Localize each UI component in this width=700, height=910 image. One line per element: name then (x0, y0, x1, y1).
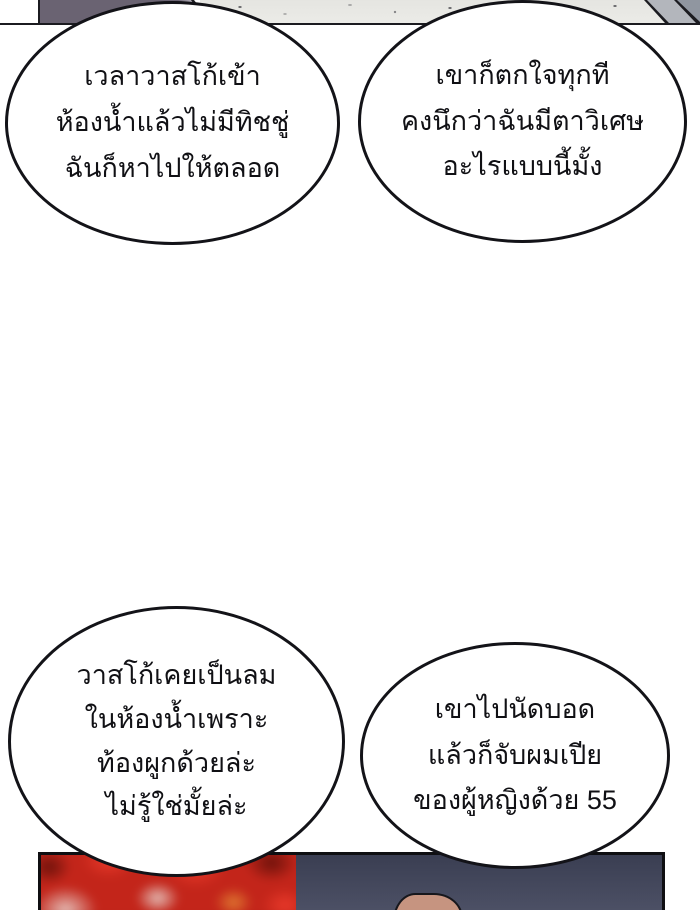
bubble-line: เขาไปนัดบอด (434, 694, 596, 725)
bubble-line: ท้องผูกด้วยล่ะ (97, 747, 256, 778)
speech-bubble-top-right (358, 0, 687, 243)
character-head-top (393, 893, 463, 910)
speech-bubble-bottom-left (8, 606, 345, 877)
bubble-line: ของผู้หญิงด้วย 55 (413, 785, 617, 816)
bubble-line: แล้วก็จับผมเปีย (427, 739, 603, 770)
bubble-text (401, 53, 644, 191)
bubble-line: อะไรแบบนี้มั้ง (442, 151, 603, 182)
speech-bubble-bottom-right (360, 642, 670, 869)
bubble-line: วาสโก้เคยเป็นลม (76, 660, 277, 691)
bubble-line: คงนึกว่าฉันมีตาวิเศษ (400, 105, 645, 136)
bubble-line: ในห้องน้ำเพราะ (84, 703, 269, 734)
bubble-text (77, 654, 277, 829)
bubble-line: เวลาวาสโก้เข้า (84, 61, 261, 92)
wall-corner (635, 0, 700, 23)
bubble-text (56, 54, 290, 192)
bubble-line: ไม่รู้ใช่มั้ยล่ะ (105, 791, 248, 822)
bubble-line: เขาก็ตกใจทุกที (435, 59, 610, 90)
bubble-line: ห้องน้ำแล้วไม่มีทิชชู่ (55, 107, 290, 138)
speech-bubble-top-left (5, 1, 340, 245)
bubble-line: ฉันก็หาไปให้ตลอด (64, 152, 281, 183)
bubble-text (413, 687, 617, 823)
